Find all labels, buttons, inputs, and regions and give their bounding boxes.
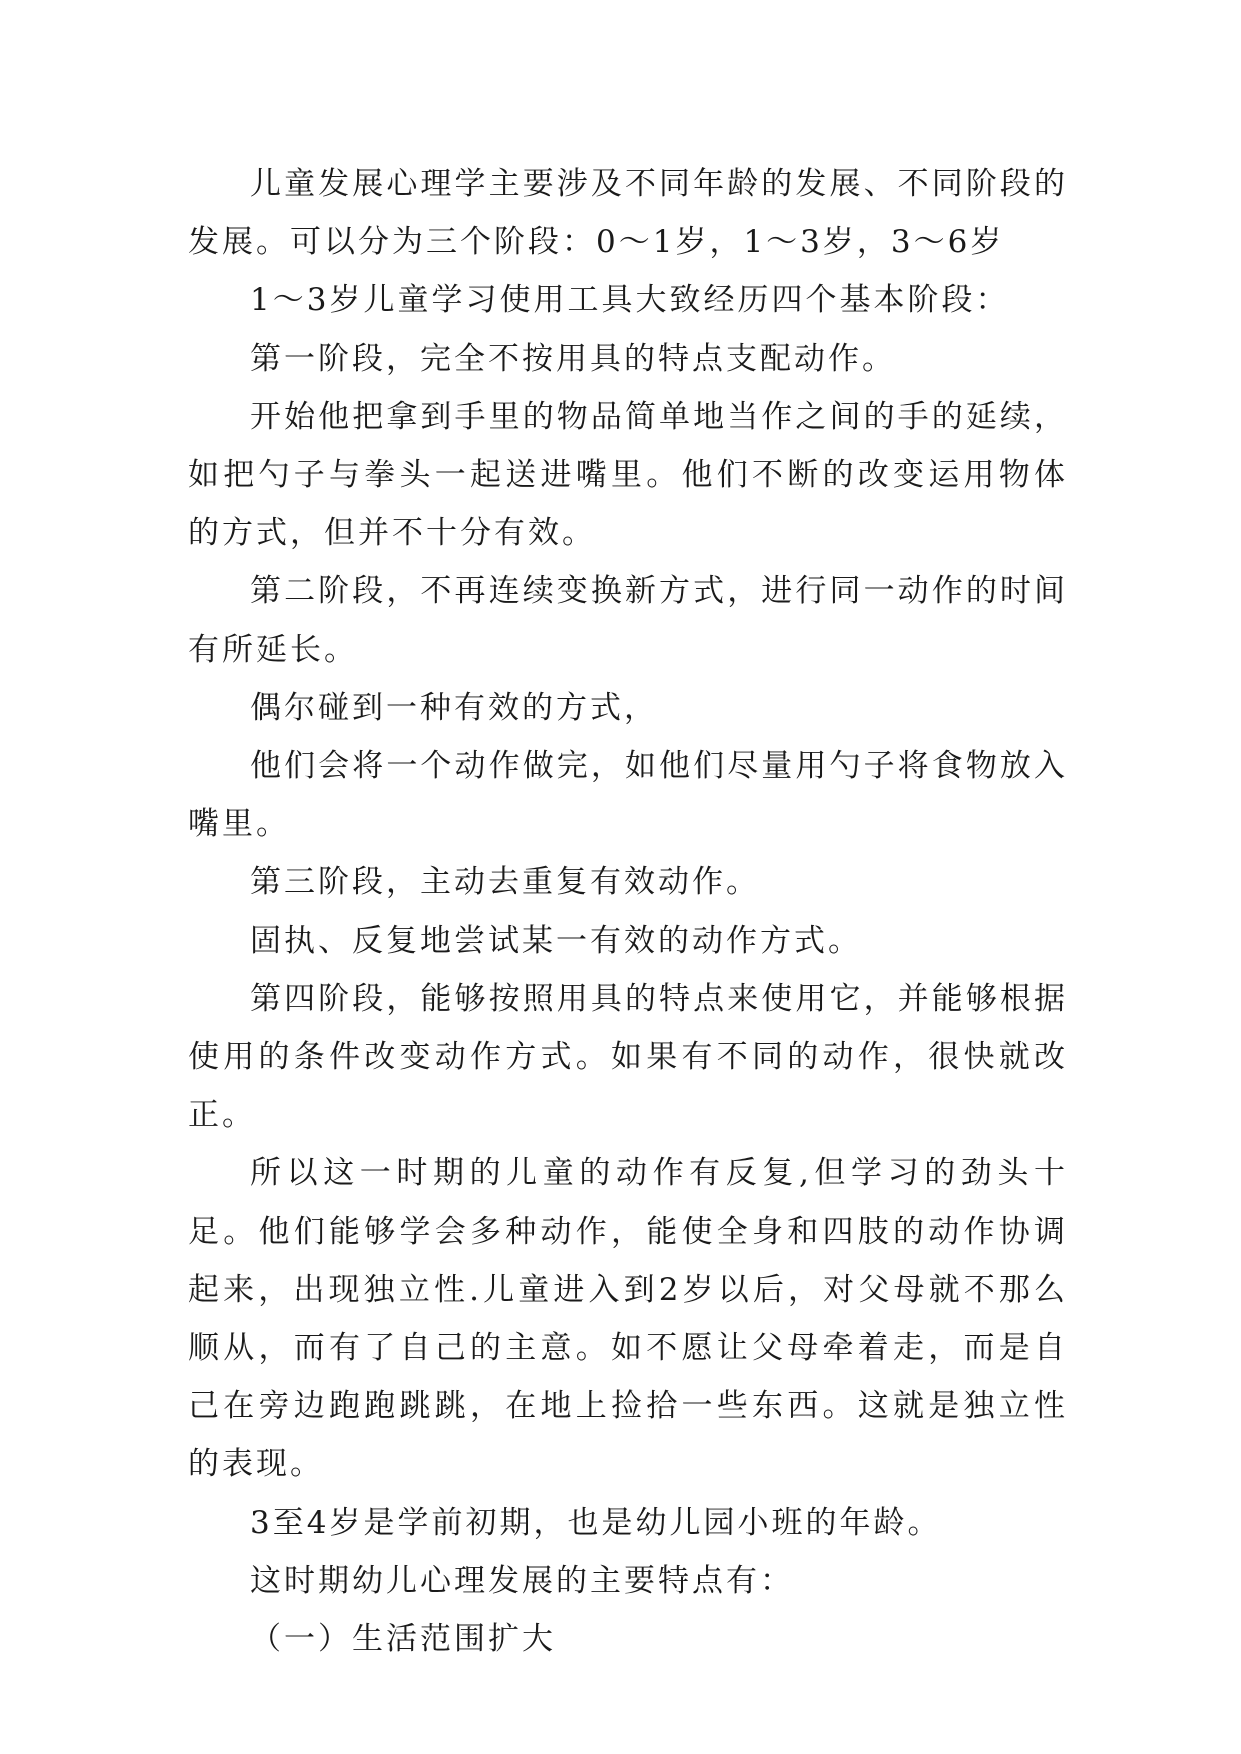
- paragraph: 开始他把拿到手里的物品简单地当作之间的手的延续，如把勺子与拳头一起送进嘴里。他们不断的改变运用物体的方式，但并不十分有效。: [188, 398, 1068, 552]
- paragraph: 第四阶段，能够按照用具的特点来使用它，并能够根据使用的条件改变动作方式。如果有不同的动作，很快就改正。: [188, 980, 1068, 1134]
- paragraph: 这时期幼儿心理发展的主要特点有：: [250, 1562, 794, 1599]
- paragraph: 1～3岁儿童学习使用工具大致经历四个基本阶段：: [250, 282, 1010, 319]
- paragraph: 固执、反复地尝试某一有效的动作方式。: [250, 922, 862, 959]
- paragraph: 第三阶段，主动去重复有效动作。: [250, 864, 760, 901]
- paragraph: 第二阶段，不再连续变换新方式，进行同一动作的时间有所延长。: [188, 573, 1068, 668]
- paragraph: 第一阶段，完全不按用具的特点支配动作。: [250, 340, 896, 377]
- paragraph: 儿童发展心理学主要涉及不同年龄的发展、不同阶段的发展。可以分为三个阶段：0～1岁，1～3岁，3～6岁: [188, 166, 1068, 261]
- body-text: [188, 155, 1068, 1668]
- paragraph: 他们会将一个动作做完，如他们尽量用勺子将食物放入嘴里。: [188, 748, 1068, 843]
- paragraph: 偶尔碰到一种有效的方式，: [250, 689, 658, 726]
- paragraph: 所以这一时期的儿童的动作有反复,但学习的劲头十足。他们能够学会多种动作，能使全身和四肢的动作协调起来，出现独立性.儿童进入到2岁以后，对父母就不那么顺从，而有了自己的主意。如不愿让父母牵着走，而是自己在旁边跑跑跳跳，在地上捡拾一些东西。这就是独立性的表现。: [188, 1155, 1068, 1483]
- paragraph: （一）生活范围扩大: [250, 1621, 556, 1658]
- paragraph: 3至4岁是学前初期，也是幼儿园小班的年龄。: [250, 1504, 942, 1541]
